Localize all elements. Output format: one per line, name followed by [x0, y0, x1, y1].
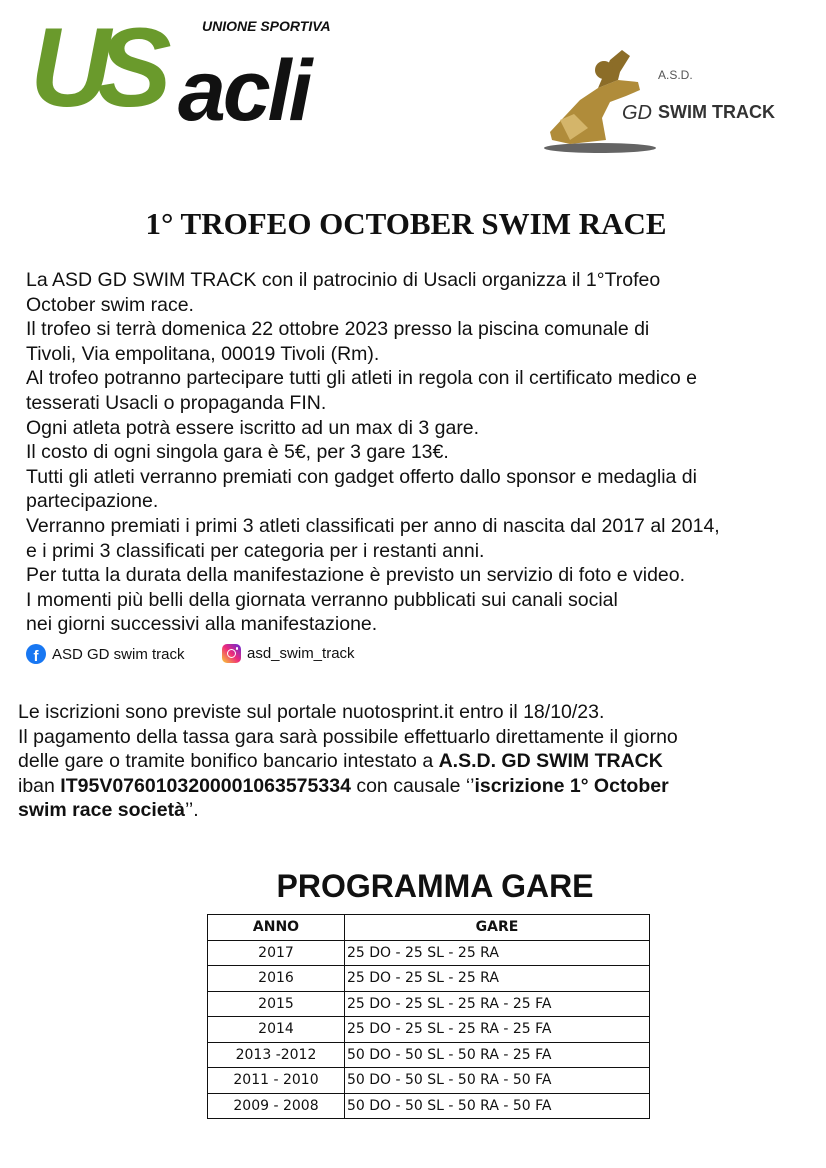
facebook-link[interactable] [26, 644, 185, 664]
cell-gare: 50 DO - 50 SL - 50 RA - 25 FA [345, 1042, 650, 1068]
payment-causale: iscrizione 1° October [474, 774, 669, 797]
registration-line [18, 774, 808, 799]
cell-gare: 25 DO - 25 SL - 25 RA [345, 966, 650, 992]
cell-gare: 25 DO - 25 SL - 25 RA - 25 FA [345, 1017, 650, 1043]
body-line: Per tutta la durata della manifestazione è previsto un servizio di foto e video. [26, 564, 686, 587]
cell-gare: 25 DO - 25 SL - 25 RA [345, 940, 650, 966]
body-line: I momenti più belli della giornata verranno pubblicati sui canali social [26, 588, 618, 611]
body-line: Al trofeo potranno partecipare tutti gli atleti in regola con il certificato medico e [26, 367, 697, 390]
body-line: e i primi 3 classificati per categoria per i restanti anni. [26, 539, 485, 562]
body-line: nei giorni successivi alla manifestazione. [26, 613, 378, 636]
cell-anno: 2013 -2012 [208, 1042, 345, 1068]
cell-gare: 50 DO - 50 SL - 50 RA - 50 FA [345, 1068, 650, 1094]
cell-gare: 25 DO - 25 SL - 25 RA - 25 FA [345, 991, 650, 1017]
swim-logo-gd: GD [622, 102, 652, 124]
body-line: tesserati Usacli o propaganda FIN. [26, 391, 327, 414]
event-description [26, 268, 816, 637]
usacli-logo-acli: acli [178, 43, 310, 139]
registration-text: ’’. [184, 799, 199, 822]
registration-text: iban [18, 774, 61, 797]
cell-gare: 50 DO - 50 SL - 50 RA - 50 FA [345, 1093, 650, 1119]
facebook-label: ASD GD swim track [52, 645, 185, 663]
race-program-table [207, 914, 650, 1119]
registration-line [18, 749, 808, 774]
swim-track-logo [540, 40, 810, 155]
usacli-logo-tagline: UNIONE SPORTIVA [202, 18, 331, 34]
cell-anno: 2017 [208, 940, 345, 966]
body-line: Il costo di ogni singola gara è 5€, per 3 gare 13€. [26, 441, 449, 464]
instagram-icon [222, 644, 241, 663]
instagram-label: asd_swim_track [247, 645, 355, 662]
body-line: Tutti gli atleti verranno premiati con gadget offerto dallo sponsor e medaglia di [26, 465, 697, 488]
registration-text: delle gare o tramite bonifico bancario intestato a [18, 750, 439, 773]
swimmer-icon [540, 40, 810, 155]
table-row [208, 1093, 650, 1119]
registration-line [18, 798, 808, 823]
body-line: Il trofeo si terrà domenica 22 ottobre 2023 presso la piscina comunale di [26, 318, 650, 341]
page-title: 1° TROFEO OCTOBER SWIM RACE [145, 206, 667, 241]
usacli-logo-us: US [30, 5, 158, 130]
swim-logo-asd: A.S.D. [658, 68, 693, 82]
account-holder: A.S.D. GD SWIM TRACK [438, 750, 663, 773]
table-header-row [208, 915, 650, 941]
table-row [208, 966, 650, 992]
body-line: partecipazione. [26, 490, 159, 513]
cell-anno: 2015 [208, 991, 345, 1017]
usacli-logo [30, 5, 331, 145]
facebook-icon: f [26, 644, 46, 664]
registration-line: Il pagamento della tassa gara sarà possibile effettuarlo direttamente il giorno [18, 725, 678, 748]
table-row [208, 1042, 650, 1068]
cell-anno: 2009 - 2008 [208, 1093, 345, 1119]
cell-anno: 2011 - 2010 [208, 1068, 345, 1094]
payment-causale-cont: swim race società [18, 799, 185, 822]
registration-line: Le iscrizioni sono previste sul portale nuotosprint.it entro il 18/10/23. [18, 701, 605, 723]
registration-info [18, 700, 808, 823]
table-row [208, 991, 650, 1017]
table-row [208, 1068, 650, 1094]
program-title: PROGRAMMA GARE [276, 868, 594, 904]
column-header-anno: ANNO [208, 915, 345, 941]
body-line: La ASD GD SWIM TRACK con il patrocinio di Usacli organizza il 1°Trofeo [26, 269, 661, 291]
iban-code: IT95V0760103200001063575334 [60, 774, 351, 797]
body-line: Ogni atleta potrà essere iscritto ad un max di 3 gare. [26, 416, 480, 439]
table-row [208, 940, 650, 966]
cell-anno: 2014 [208, 1017, 345, 1043]
body-line: Verranno premiati i primi 3 atleti classificati per anno di nascita dal 2017 al 2014, [26, 514, 720, 537]
swim-logo-name: SWIM TRACK [658, 102, 775, 122]
table-row [208, 1017, 650, 1043]
body-line: October swim race. [26, 293, 194, 316]
body-line: Tivoli, Via empolitana, 00019 Tivoli (Rm). [26, 342, 380, 365]
cell-anno: 2016 [208, 966, 345, 992]
instagram-link[interactable] [222, 644, 355, 663]
column-header-gare: GARE [345, 915, 650, 941]
registration-text: con causale ‘’ [350, 774, 475, 797]
